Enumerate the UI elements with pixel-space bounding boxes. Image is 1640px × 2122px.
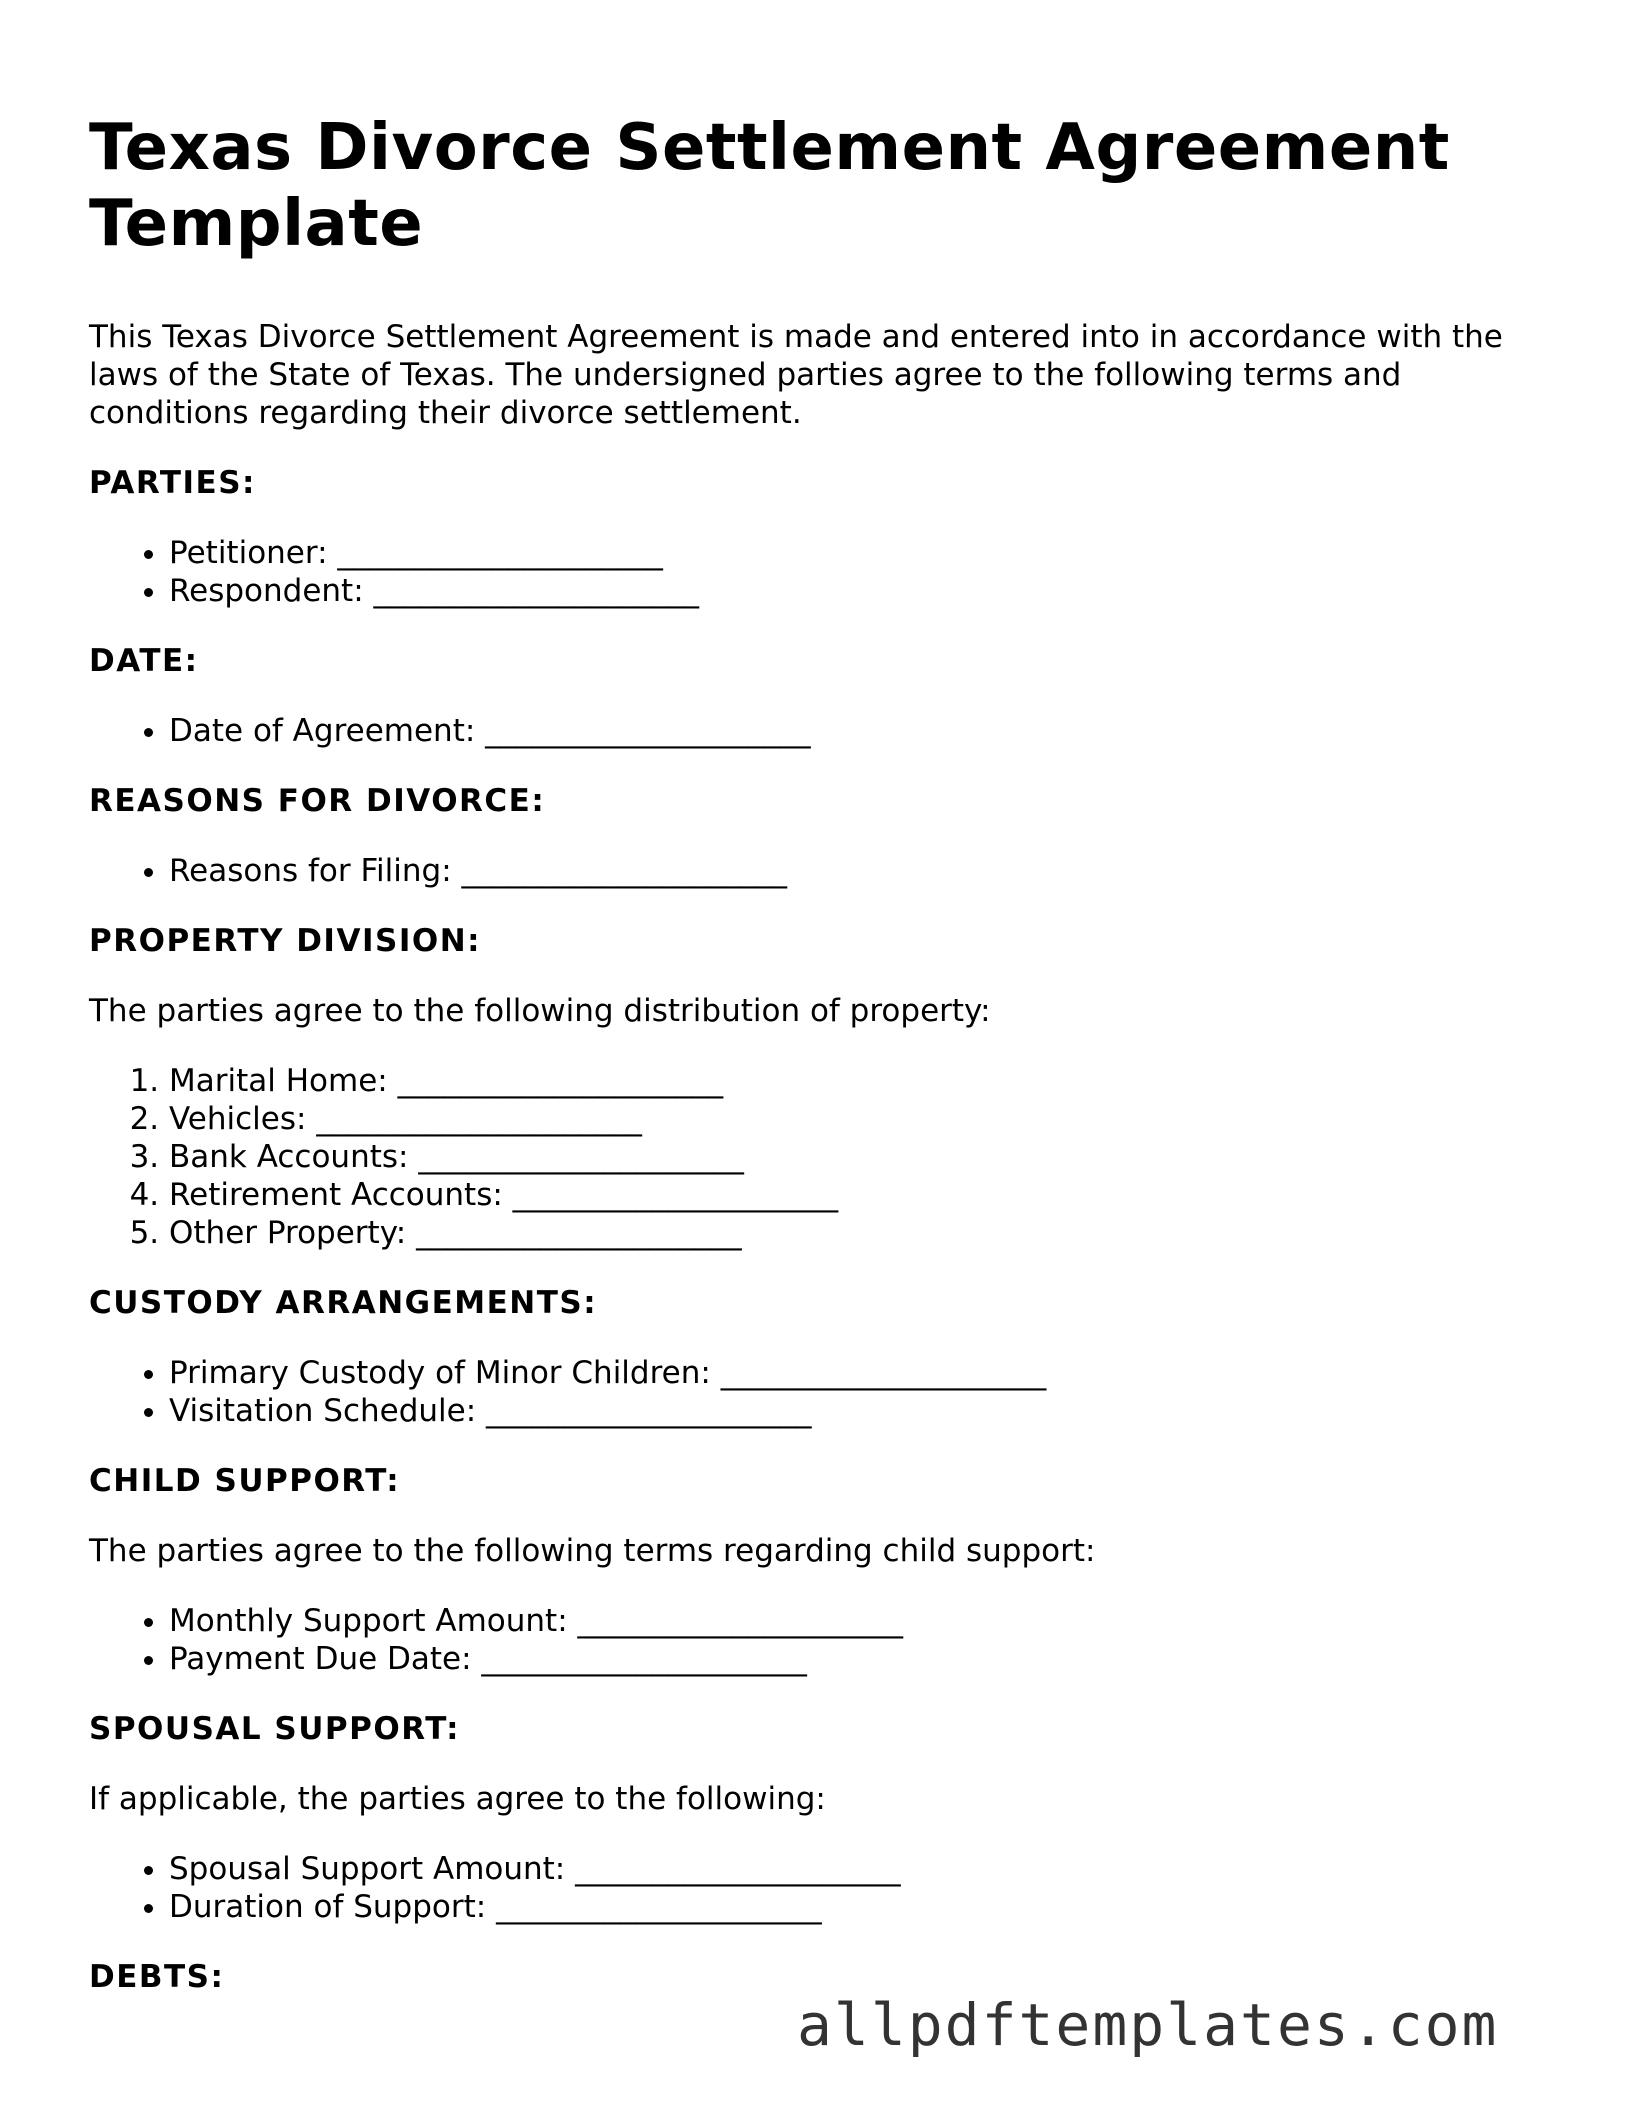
fill-in-blank[interactable]: _____________________	[575, 1851, 901, 1887]
fill-in-blank[interactable]: _____________________	[373, 573, 700, 609]
date-heading: DATE:	[89, 643, 199, 679]
list-item	[169, 572, 1559, 610]
property-list	[89, 1062, 1559, 1252]
field-label: Spousal Support Amount:	[169, 1851, 566, 1887]
field-label: Vehicles:	[169, 1101, 307, 1137]
property-intro: The parties agree to the following distribution of property:	[89, 993, 991, 1029]
fill-in-blank[interactable]: _____________________	[397, 1063, 724, 1099]
debts-heading: DEBTS:	[89, 1959, 225, 1995]
spousal-support-heading: SPOUSAL SUPPORT:	[89, 1711, 461, 1747]
fill-in-blank[interactable]: _____________________	[461, 853, 788, 889]
child-support-list	[89, 1602, 1559, 1678]
field-label: Visitation Schedule:	[169, 1393, 477, 1429]
list-item	[169, 1640, 1559, 1678]
fill-in-blank[interactable]: _____________________	[512, 1177, 839, 1213]
field-label: Primary Custody of Minor Children:	[169, 1355, 711, 1391]
list-item	[169, 1138, 1559, 1176]
field-label: Date of Agreement:	[169, 713, 476, 749]
fill-in-blank[interactable]: _____________________	[418, 1139, 744, 1175]
watermark: allpdftemplates.com	[797, 1991, 1499, 2059]
list-item	[169, 1888, 1559, 1926]
fill-in-blank[interactable]: _____________________	[485, 713, 811, 749]
document-page	[89, 110, 1559, 2028]
spousal-support-list	[89, 1850, 1559, 1926]
spousal-support-intro: If applicable, the parties agree to the following:	[89, 1781, 826, 1817]
list-item	[169, 1850, 1559, 1888]
intro-paragraph: This Texas Divorce Settlement Agreement is made and entered into in accordance with the laws of the State of Texas. The undersigned parties agree to the following terms and conditions regarding their divorce settlement.	[89, 319, 1503, 431]
list-item	[169, 1100, 1559, 1138]
field-label: Other Property:	[169, 1215, 407, 1251]
property-heading: PROPERTY DIVISION:	[89, 923, 482, 959]
date-list	[89, 712, 1559, 750]
field-label: Petitioner:	[169, 535, 328, 571]
parties-heading: PARTIES:	[89, 465, 256, 501]
custody-list	[89, 1354, 1559, 1430]
document-title: Texas Divorce Settlement Agreement Template	[89, 111, 1450, 261]
child-support-heading: CHILD SUPPORT:	[89, 1463, 401, 1499]
field-label: Bank Accounts:	[169, 1139, 409, 1175]
list-item	[169, 534, 1559, 572]
fill-in-blank[interactable]: _____________________	[416, 1215, 742, 1251]
list-item	[169, 1214, 1559, 1252]
field-label: Payment Due Date:	[169, 1641, 472, 1677]
fill-in-blank[interactable]: _____________________	[496, 1889, 822, 1925]
custody-heading: CUSTODY ARRANGEMENTS:	[89, 1285, 598, 1321]
field-label: Reasons for Filing:	[169, 853, 452, 889]
list-item	[169, 1602, 1559, 1640]
list-item	[169, 852, 1559, 890]
list-item	[169, 1392, 1559, 1430]
list-item	[169, 1354, 1559, 1392]
reasons-list	[89, 852, 1559, 890]
reasons-heading: REASONS FOR DIVORCE:	[89, 783, 546, 819]
list-item	[169, 712, 1559, 750]
child-support-intro: The parties agree to the following terms regarding child support:	[89, 1533, 1096, 1569]
fill-in-blank[interactable]: _____________________	[337, 535, 663, 571]
field-label: Duration of Support:	[169, 1889, 487, 1925]
fill-in-blank[interactable]: _____________________	[486, 1393, 812, 1429]
field-label: Retirement Accounts:	[169, 1177, 503, 1213]
fill-in-blank[interactable]: _____________________	[720, 1355, 1047, 1391]
field-label: Marital Home:	[169, 1063, 388, 1099]
list-item	[169, 1062, 1559, 1100]
fill-in-blank[interactable]: _____________________	[577, 1603, 903, 1639]
field-label: Respondent:	[169, 573, 364, 609]
parties-list	[89, 534, 1559, 610]
fill-in-blank[interactable]: _____________________	[316, 1101, 642, 1137]
list-item	[169, 1176, 1559, 1214]
fill-in-blank[interactable]: _____________________	[481, 1641, 807, 1677]
field-label: Monthly Support Amount:	[169, 1603, 568, 1639]
